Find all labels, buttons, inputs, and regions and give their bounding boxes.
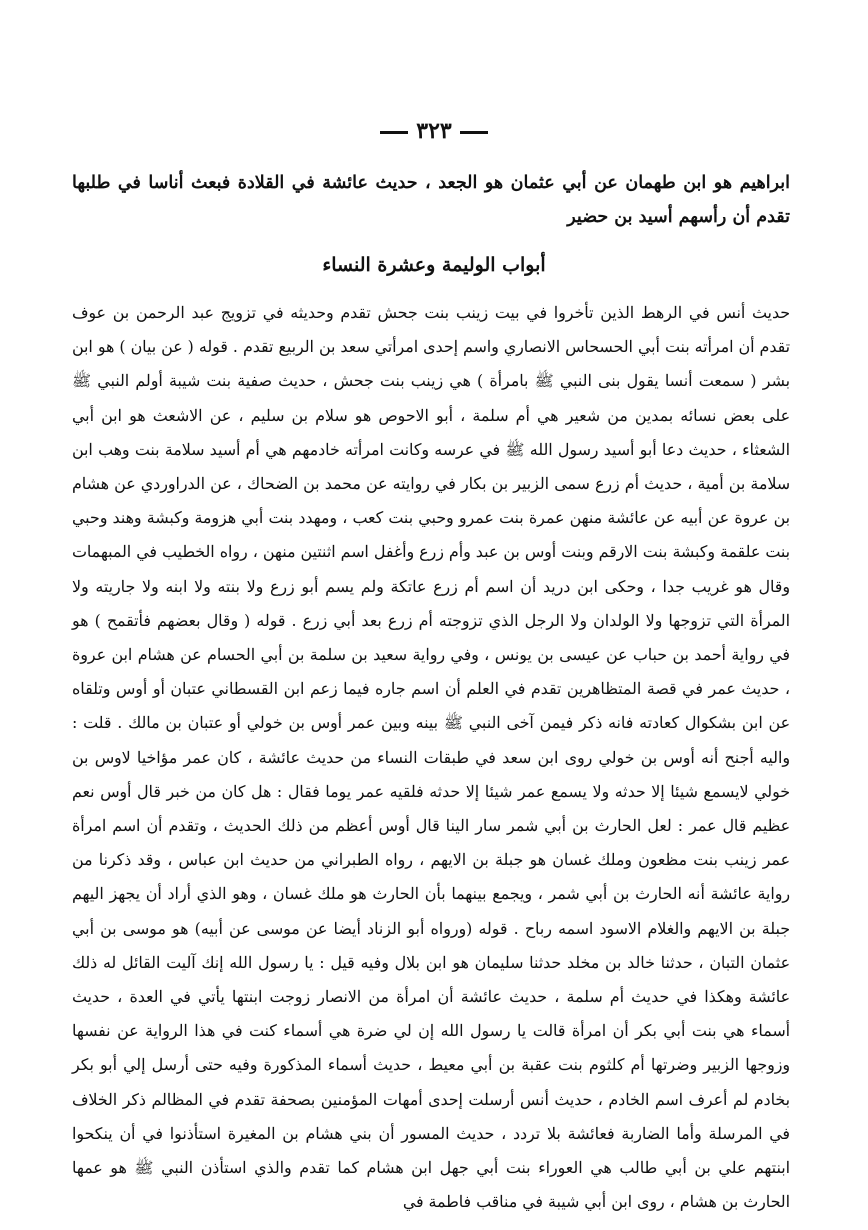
section-title: أبواب الوليمة وعشرة النساء — [322, 254, 546, 276]
left-dash — [460, 131, 488, 134]
body-paragraph: حديث أنس في الرهط الذين تأخروا في بيت زينب بنت جحش تقدم وحديثه في تزويج عبد الرحمن بن عوف تقدم أن امرأته بنت أبي الحسحاس الانصاري واسم إحدى امرأتي سعد بن الربيع تقدم . قوله ( عن بيان ) هو ابن بشر ( سمعت أنسا يقول بنى النبي ﷺ بامرأة ) هي زينب بنت جحش ، حديث صفية بنت شيبة أولم النبي ﷺ على بعض نسائه بمدين من شعير هي أم سلمة ، أبو الاحوص هو سلام بن سليم ، عن الاشعث هو ابن أبي الشعثاء ، حديث دعا أبو أسيد رسول الله ﷺ في عرسه وكانت امرأته خادمهم هي أم أسيد سلامة بنت وهب ابن سلامة بن أمية ، حديث أم زرع سمى الزبير بن بكار في روايته عن محمد بن الضحاك ، عن الدراوردي عن هشام بن عروة عن أبيه عن عائشة منهن عمرة بنت عمرو وحبي بنت كعب ، ومهدد بنت أبي هزومة وكبشة وهند وحبي بنت علقمة وكبشة بنت الارقم وبنت أوس بن عبد وأم زرع وأغفل اسم اثنتين منهن ، رواه الخطيب في المبهمات وقال هو غريب جدا ، وحكى ابن دريد أن اسم أم زرع عاتكة ولم يسم أبو زرع ولا بنته ولا ابنه ولا جاريته ولا المرأة التي تزوجها ولا الولدان ولا الرجل الذي تزوجته أم زرع بعد أبي زرع . قوله ( وقال بعضهم فأتقمح ) هو في رواية أحمد بن حباب عن عيسى بن يونس ، وفي رواية سعيد بن سلمة بن أبي الحسام عن هشام ابن عروة ، حديث عمر في قصة المتظاهرين تقدم في العلم أن اسم جاره فيما زعم ابن القسطاني عتبان أو أوس وتلقاه عن ابن بشكوال كعادته فانه ذكر فيمن آخى النبي ﷺ بينه وبين عمر أوس بن خولي أو عتبان بن مالك . قلت : واليه أجنح أنه أوس بن خولي روى ابن سعد في طبقات النساء من حديث عائشة ، كان عمر مؤاخيا لاوس بن خولي لايسمع شيئا إلا حدثه ولا يسمع عمر شيئا إلا حدثه فلقيه عمر يوما فقال : هل كان من خبر قال أوس نعم عظيم قال عمر : لعل الحارث بن أبي شمر سار الينا قال أوس أعظم من ذلك الحديث ، وتقدم أن اسم امرأة عمر زينب بنت مظعون وملك غسان هو جبلة بن الايهم ، رواه الطبراني من حديث ابن عباس ، وقد ذكرنا من رواية عائشة أنه الحارث بن أبي شمر ، ويجمع بينهما بأن الحارث هو ملك غسان ، وهو الذي أراد أن يجهز اليهم جبلة بن الايهم والغلام الاسود اسمه رباح . قوله (ورواه أبو الزناد أيضا عن موسى عن أبيه) هو موسى بن أبي عثمان التبان ، حدثنا خالد بن مخلد حدثنا سليمان هو ابن بلال وفيه قيل : يا رسول الله إنك آليت القائل له ذلك عائشة وهكذا في حديث أم سلمة ، حديث عائشة أن امرأة من الانصار زوجت ابنتها يأتي في العدة ، حديث أسماء هي بنت أبي بكر أن امرأة قالت يا رسول الله إن لي ضرة هي أسماء كنت في هذا الرواية عن نفسها وزوجها الزبير وضرتها أم كلثوم بنت عقبة بن أبي معيط ، حديث أسماء المذكورة وفيه حتى أرسل إلي أبو بكر بخادم لم أعرف اسم الخادم ، حديث أنس أرسلت إحدى أمهات المؤمنين بصحفة تقدم في المظالم ذكر الخلاف في المرسلة وأما الضاربة فعائشة بلا تردد ، حديث المسور أن بني هشام بن المغيرة استأذنوا في أن ينكحوا ابنتهم علي بن أبي طالب هي العوراء بنت أبي جهل ابن هشام كما تقدم والذي استأذن النبي ﷺ هو عمها الحارث بن هشام ، روى ابن أبي شيبة في مناقب فاطمة في — [72, 303, 790, 1212]
body-text — [72, 296, 790, 1219]
right-dash — [380, 131, 408, 134]
page-number — [0, 118, 868, 144]
intro-paragraph: ابراهيم هو ابن طهمان عن أبي عثمان هو الجعد ، حديث عائشة في القلادة فبعث أناسا في طلبها تقدم أن رأسهم أسيد بن حضير — [72, 173, 790, 227]
page-number-value: ٣٢٣ — [416, 118, 452, 144]
